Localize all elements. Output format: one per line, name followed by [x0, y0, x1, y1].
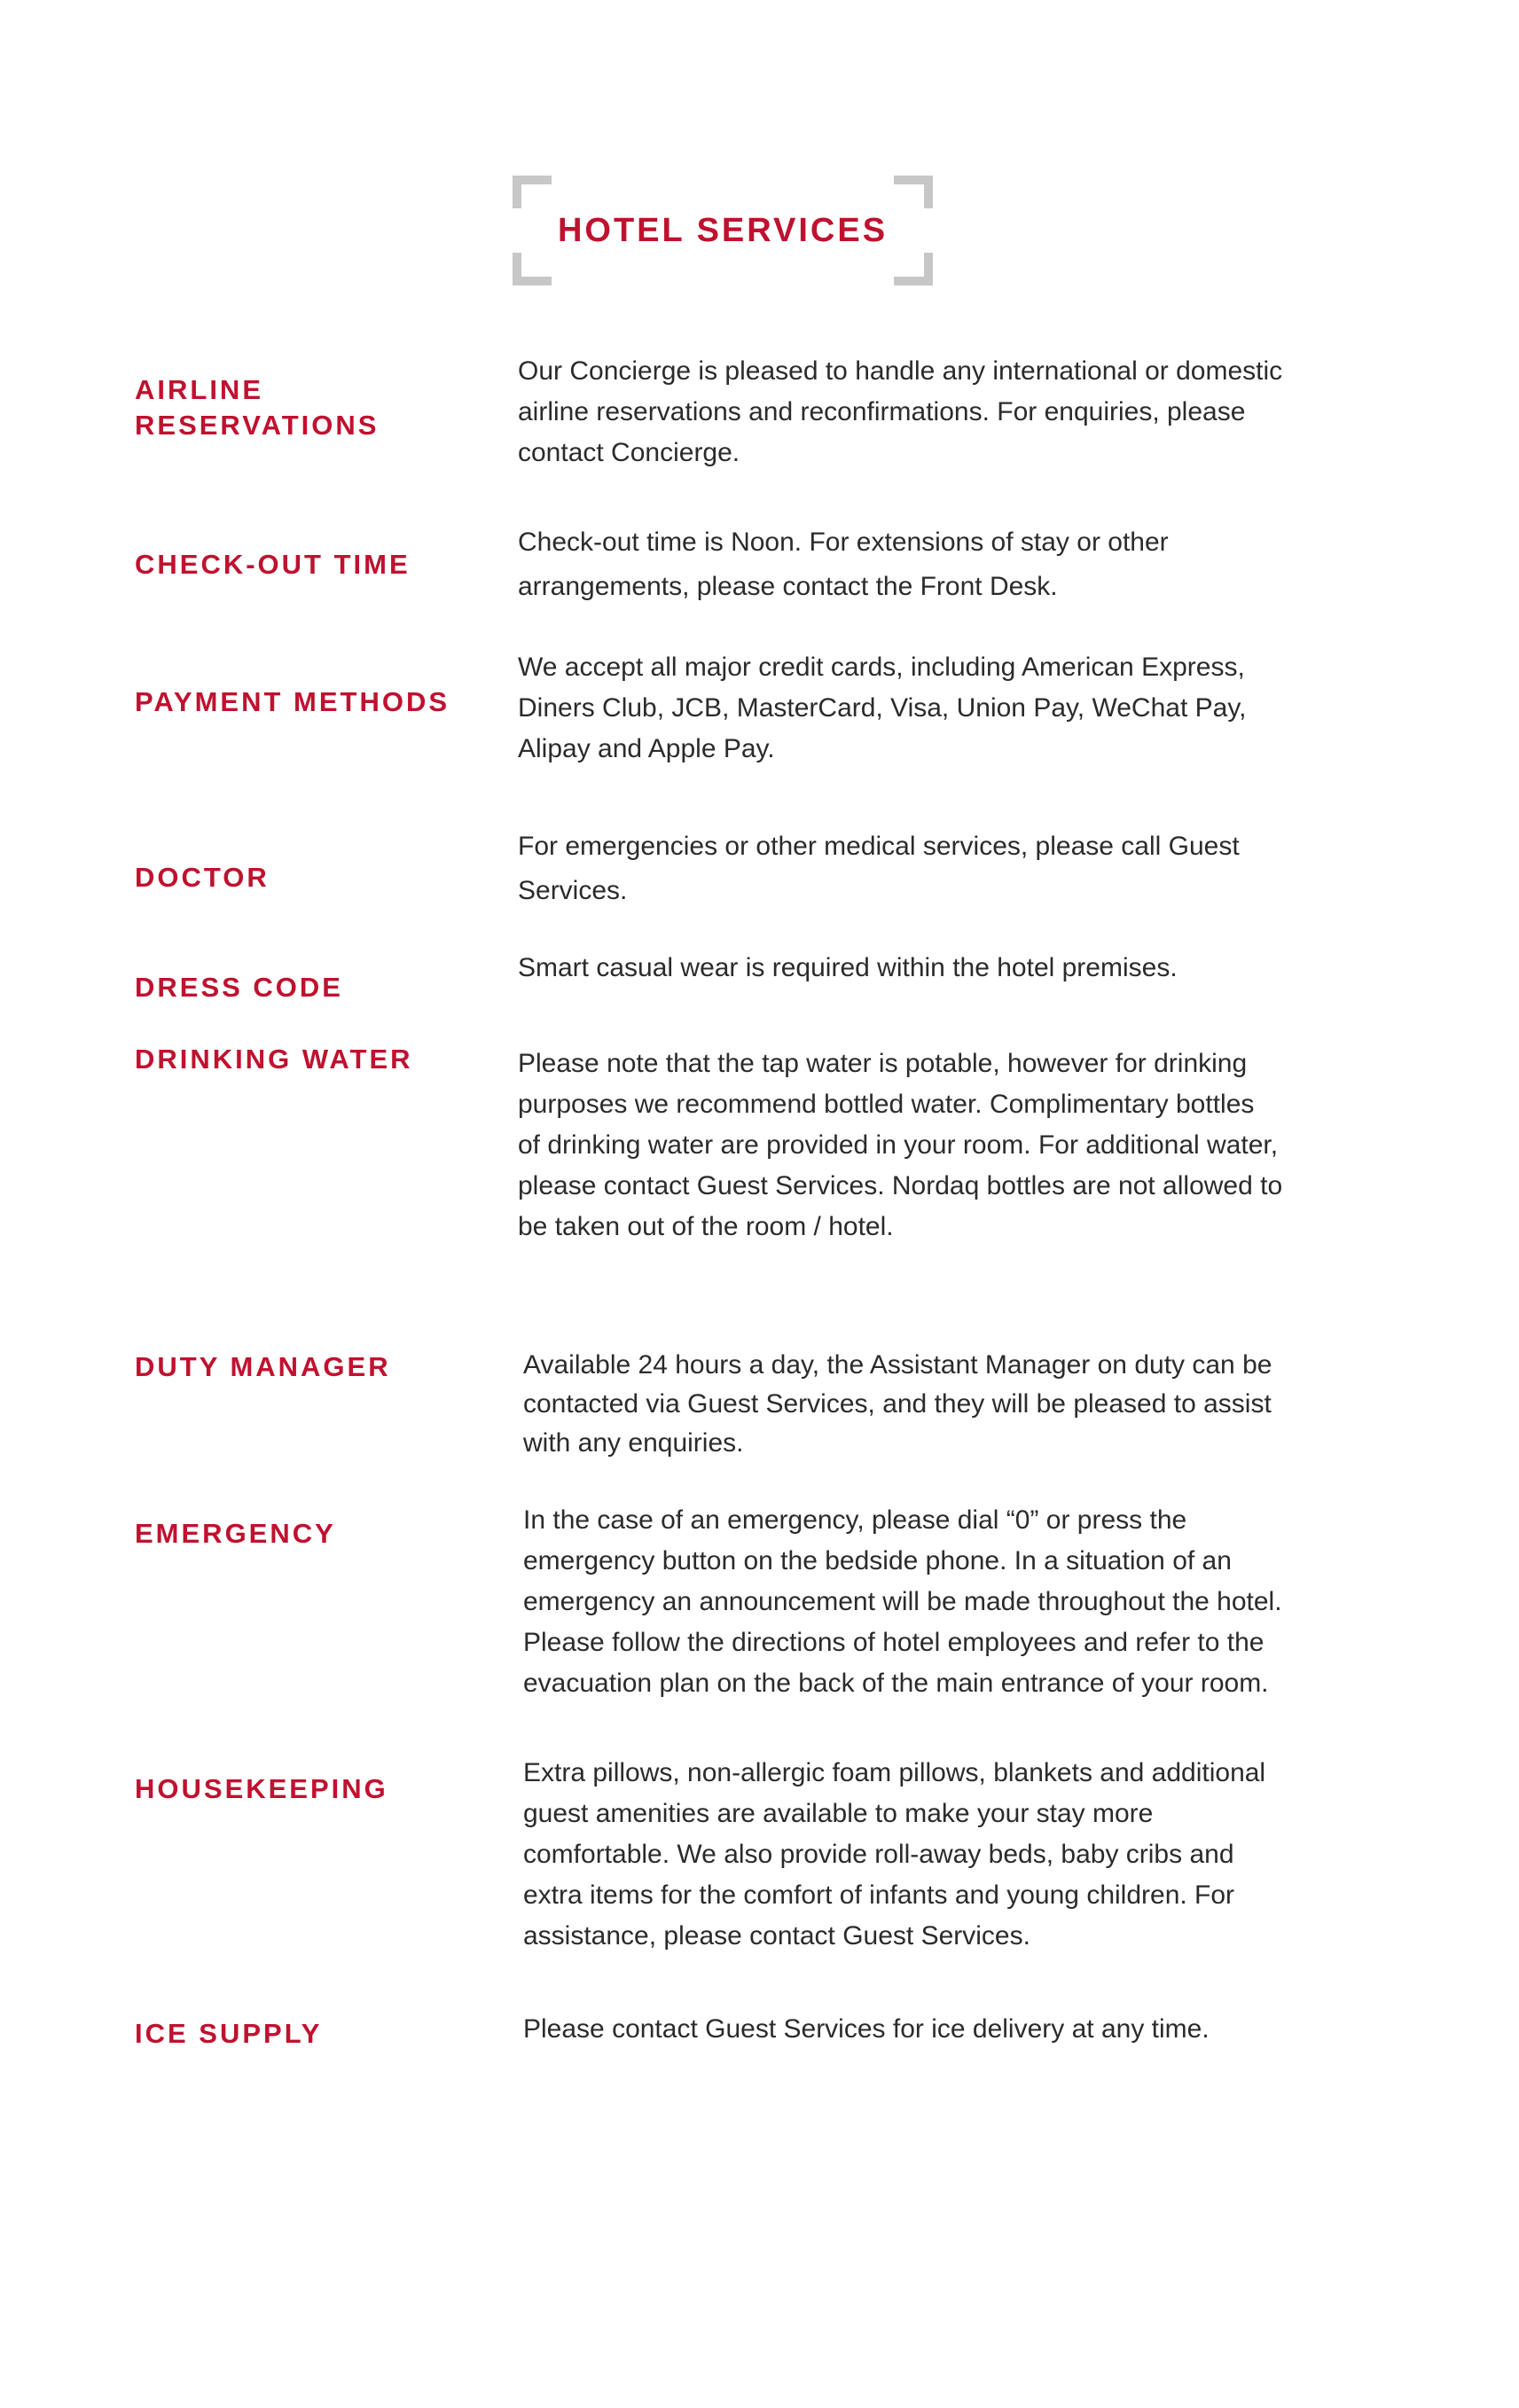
- entry-label-check-out-time: CHECK-OUT TIME: [135, 549, 411, 580]
- entry-text-payment-methods: We accept all major credit cards, including American Express, Diners Club, JCB, MasterCard, Visa, Union Pay, WeChat Pay, Alipay and Apple Pay.: [518, 653, 1247, 763]
- entry-text-doctor: For emergencies or other medical services, please call Guest Services.: [518, 832, 1240, 905]
- entry-text-emergency: In the case of an emergency, please dial “0” or press the emergency button on the bedside phone. In a situation of an emergency an announcement will be made throughout the hotel. Please follow the directions of hotel employees and refer to the evacuation plan on the back of the main entrance of your room.: [523, 1505, 1282, 1698]
- entry-text-housekeeping: Extra pillows, non-allergic foam pillows, blankets and additional guest amenities are available to make your stay more comfortable. We also provide roll-away beds, baby cribs and extra items for the comfort of infants and young children. For assistance, please contact Guest Services.: [523, 1758, 1266, 1951]
- entry-label-ice-supply: ICE SUPPLY: [135, 2018, 323, 2049]
- entry-text-check-out-time: Check-out time is Noon. For extensions of stay or other arrangements, please contact the Front Desk.: [518, 528, 1169, 601]
- entry-text-dress-code: Smart casual wear is required within the hotel premises.: [518, 953, 1178, 982]
- entry-label-airline-reservations: AIRLINE RESERVATIONS: [135, 374, 380, 441]
- entry-label-dress-code: DRESS CODE: [135, 972, 343, 1003]
- entry-label-duty-manager: DUTY MANAGER: [135, 1351, 391, 1382]
- entry-text-duty-manager: Available 24 hours a day, the Assistant Manager on duty can be contacted via Guest Services, and they will be pleased to assist with any enquiries.: [523, 1350, 1272, 1458]
- entry-label-housekeeping: HOUSEKEEPING: [135, 1773, 388, 1804]
- entry-text-drinking-water: Please note that the tap water is potable, however for drinking purposes we recommend bottled water. Complimentary bottles of drinking water are provided in your room. For additional water, please contact Guest Services. Nordaq bottles are not allowed to be taken out of the room / hotel.: [518, 1049, 1283, 1241]
- entry-label-payment-methods: PAYMENT METHODS: [135, 686, 450, 717]
- entry-label-doctor: DOCTOR: [135, 862, 270, 893]
- entry-text-ice-supply: Please contact Guest Services for ice delivery at any time.: [523, 2014, 1210, 2044]
- entry-text-airline-reservations: Our Concierge is pleased to handle any international or domestic airline reservations and reconfirmations. For enquiries, please contact Concierge.: [518, 356, 1283, 467]
- entry-label-drinking-water: DRINKING WATER: [135, 1044, 413, 1075]
- page-title: HOTEL SERVICES: [557, 212, 889, 249]
- title-frame: [513, 176, 933, 285]
- entry-label-emergency: EMERGENCY: [135, 1518, 336, 1549]
